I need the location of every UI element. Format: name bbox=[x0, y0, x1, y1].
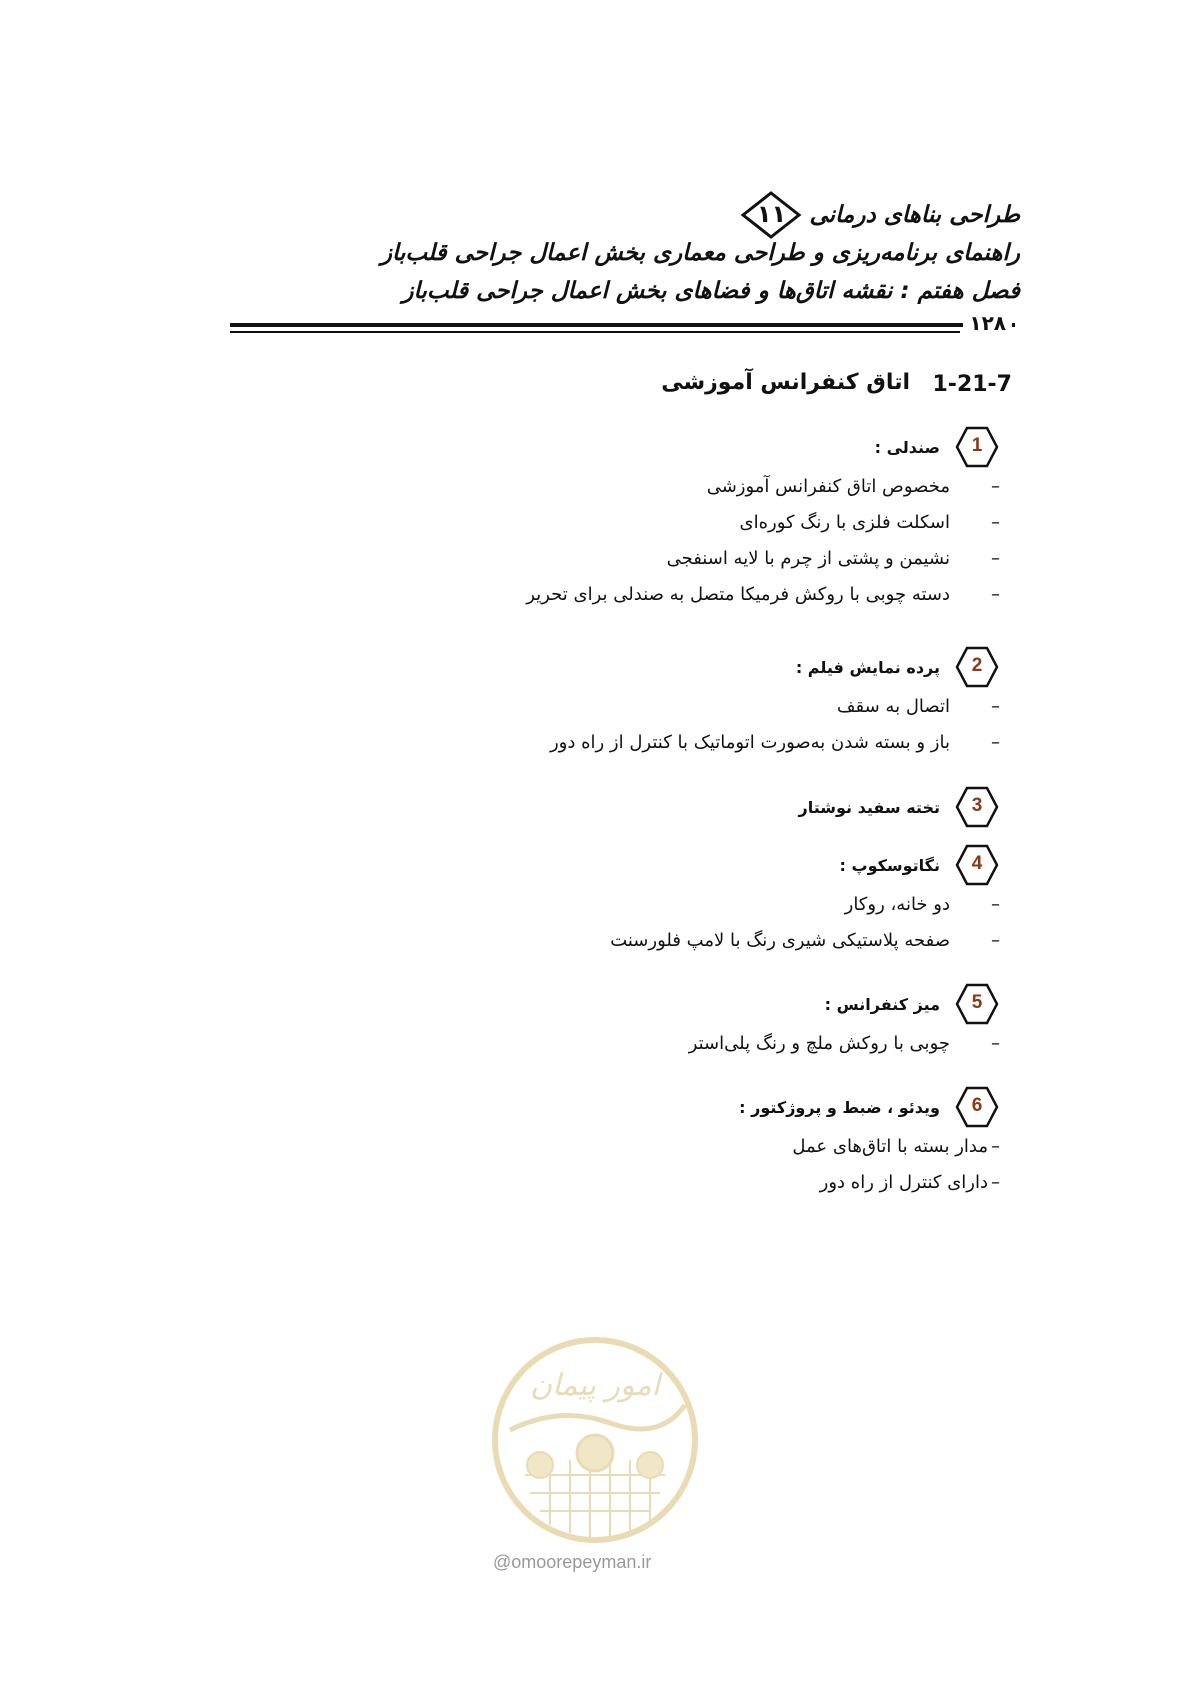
book-subtitle: راهنمای برنامه‌ریزی و طراحی معماری بخش اعمال جراحی قلب‌باز bbox=[380, 240, 1020, 266]
omoor-peyman-logo-icon bbox=[490, 1335, 700, 1545]
item-negatoscope bbox=[610, 843, 1000, 959]
hexagon-number-icon bbox=[954, 425, 1000, 469]
item-video-projector bbox=[739, 1085, 1000, 1201]
item-title: پرده نمایش فیلم : bbox=[795, 657, 940, 677]
watermark-logo bbox=[490, 1335, 700, 1545]
item-head bbox=[550, 645, 1000, 689]
book-number: ۱۱ bbox=[756, 200, 787, 228]
item-number: 6 bbox=[971, 1095, 983, 1116]
watermark-logo-text: امور پیمان bbox=[530, 1368, 660, 1403]
hexagon-number-icon bbox=[954, 1085, 1000, 1129]
list-item: – مخصوص اتاق کنفرانس آموزشی bbox=[706, 476, 1000, 497]
book-number-badge bbox=[739, 190, 803, 240]
item-title: صندلی : bbox=[874, 437, 940, 457]
item-title: تخته سفید نوشتار bbox=[798, 797, 940, 817]
bullet-list bbox=[550, 689, 1000, 761]
list-item: – دو خانه، روکار bbox=[844, 894, 1000, 915]
chapter-title: فصل هفتم : نقشه اتاق‌ها و فضاهای بخش اعمال جراحی قلب‌باز bbox=[402, 278, 1020, 304]
item-number: 5 bbox=[971, 992, 983, 1013]
bullet-list bbox=[610, 887, 1000, 959]
hexagon-number-icon bbox=[954, 843, 1000, 887]
item-head bbox=[739, 1085, 1000, 1129]
item-number: 1 bbox=[971, 435, 983, 456]
header-rule-thick bbox=[230, 323, 1015, 327]
section-number: 1-21-7 bbox=[932, 372, 1012, 397]
list-item: – دارای کنترل از راه دور bbox=[819, 1172, 1000, 1193]
hexagon-number-icon bbox=[954, 645, 1000, 689]
list-item: – اسکلت فلزی با رنگ کوره‌ای bbox=[739, 512, 1000, 533]
list-item: – صفحه پلاستیکی شیری رنگ با لامپ فلورسنت bbox=[610, 930, 1000, 951]
list-item: – چوبی با روکش ملچ و رنگ پلی‌استر bbox=[688, 1033, 1000, 1054]
item-number: 4 bbox=[971, 853, 983, 874]
bullet-list bbox=[739, 1129, 1000, 1201]
hexagon-number-icon bbox=[954, 785, 1000, 829]
hexagon-number-icon bbox=[954, 982, 1000, 1026]
item-head bbox=[526, 425, 1000, 469]
bullet-list bbox=[689, 1026, 1000, 1062]
item-whiteboard bbox=[799, 785, 1000, 829]
list-item: – نشیمن و پشتی از چرم با لایه اسنفجی bbox=[666, 548, 1000, 569]
item-title: میز کنفرانس : bbox=[824, 994, 940, 1014]
item-conference-table bbox=[689, 982, 1000, 1062]
list-item: – باز و بسته شدن به‌صورت اتوماتیک با کنترل از راه دور bbox=[549, 732, 1000, 753]
bullet-list bbox=[526, 469, 1000, 613]
list-item: – دسته چوبی با روکش فرمیکا متصل به صندلی برای تحریر bbox=[526, 584, 1000, 605]
list-item: – مدار بسته با اتاق‌های عمل bbox=[792, 1136, 1000, 1157]
item-title: نگاتوسکوپ : bbox=[839, 855, 940, 875]
item-title: ویدئو ، ضبط و پروژکتور : bbox=[739, 1097, 940, 1117]
book-title-text: طراحی بناهای درمانی bbox=[809, 202, 1020, 228]
section-title: اتاق کنفرانس آموزشی bbox=[661, 370, 910, 395]
header-rule-thin bbox=[230, 331, 960, 333]
watermark-url: @omoorepeyman.ir bbox=[493, 1552, 652, 1572]
item-chair bbox=[526, 425, 1000, 613]
item-number: 2 bbox=[971, 655, 983, 676]
book-title bbox=[739, 190, 1020, 240]
item-head bbox=[799, 785, 1000, 829]
page-number: ۱۲۸ bbox=[963, 311, 1012, 335]
list-item: – اتصال به سقف bbox=[836, 696, 1000, 717]
item-head bbox=[610, 843, 1000, 887]
item-head bbox=[689, 982, 1000, 1026]
item-projection-screen bbox=[550, 645, 1000, 761]
item-number: 3 bbox=[971, 795, 983, 816]
